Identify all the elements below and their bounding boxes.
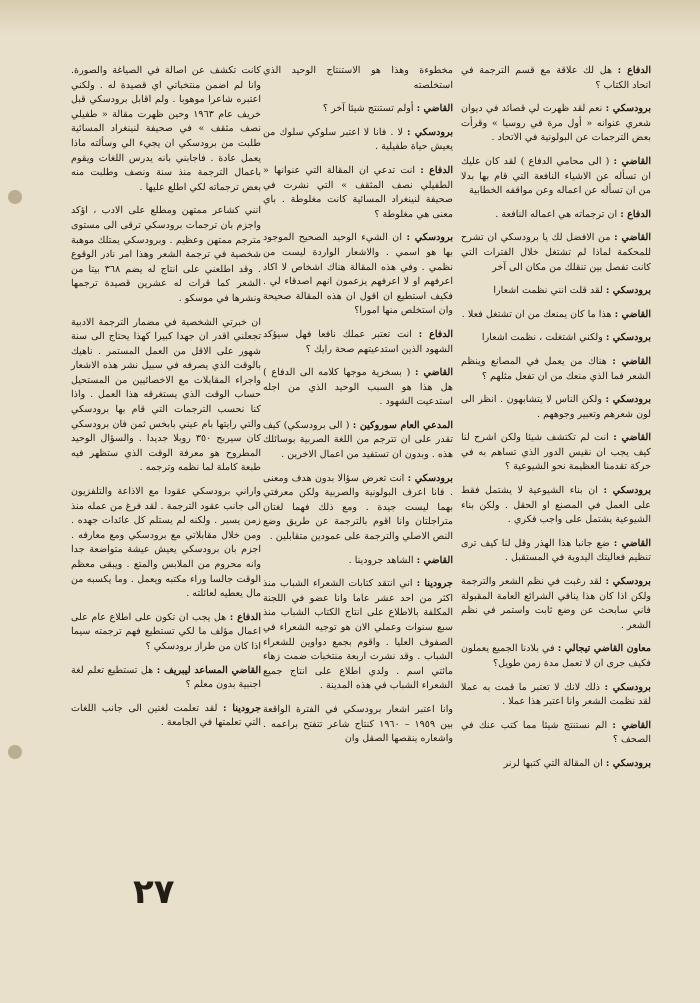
paragraph-text: هل يجب ان تكون على اطلاع عام على اعمال مؤلف ما لكي تستطيع فهم ترجمته سيما اذا كان من طراز برودسكي ؟ [71, 611, 261, 652]
paragraph-text: مخطوءة وهذا هو الاستنتاج الوحيد الذي استخلصته [263, 65, 453, 91]
paragraph [71, 204, 261, 306]
speaker-label: القاضي : [416, 554, 453, 566]
speaker-label: جرودينا : [223, 702, 262, 714]
speaker-label: برودسكي : [605, 757, 651, 769]
paragraph [263, 577, 453, 694]
column-right [461, 64, 651, 781]
speaker-label: القاضي : [416, 103, 453, 115]
paragraph-text: ان خبرتي الشخصية في مضمار الترجمة الادبية تجعلني اقدر ان جهدا كبيرا كهذا يحتاج الى سنة شهور على الاقل من العمل المستمر . ناهيك بالوقت الذي يصرفه في سبيل نشر هذه الاشعار واجراء المقابلات مع الاخصائيين من المستحيل حساب الوقت الذي يستغرقه هذا العمل . واذا كنا نحسب الترجمات التي قام بها برودسكي والتي رايتها بام عيني بابخس ثمن فان برودسكي كان سيربح ٣٥٠ روبلا جديدا . والسؤال الوحيد المطروح هو معرفة الوقت الذي ستظهر فيه طبعة كاملة لما نظمه وترجمه . [71, 316, 261, 474]
paragraph [71, 664, 261, 693]
speaker-label: القاضي : [415, 367, 453, 379]
paragraph-text: انت تدعي ان المقالة التي عنوانها « الطفيلي نصف المثقف » التي نشرت في صحيفة لنينغراد المسائية كانت مغلوطة . باي معنى هي مغلوطة ؟ [263, 164, 453, 220]
paragraph-text: ( بسخرية موجها كلامه الى الدفاع ) هل هذا هو السبب الوحيد الذي من اجله استدعيت الشهود . [263, 367, 453, 408]
paragraph [461, 102, 651, 146]
paragraph-text: ضع جانبا هذا الهذر وقل لنا كيف ترى تنظيم فعاليتك اليدوية في المستقبل . [461, 537, 651, 564]
paragraph [461, 537, 651, 566]
paragraph [461, 308, 651, 323]
paragraph [263, 126, 453, 155]
paragraph-text: في بلادنا الجميع يعملون فكيف جرى ان لا تعمل مدة زمن طويل؟ [461, 643, 651, 669]
paragraph-text: لقد تعلمت لغتين الى جانب اللغات التي تعلمتها في الجامعة . [71, 702, 261, 729]
speaker-label: القاضي : [613, 432, 651, 444]
speaker-label: القاضي : [614, 232, 652, 244]
paragraph [263, 231, 453, 319]
paragraph-text: هل تستطيع تعلم لغة اجنبية بدون معلم ؟ [71, 664, 261, 691]
paragraph [461, 231, 651, 275]
speaker-label: الدفاع : [418, 328, 453, 340]
paragraph-text: هل لك علاقة مع قسم الترجمة في اتحاد الكتاب ؟ [461, 65, 651, 91]
paragraph-text: ان الشيء الوحيد الصحيح الموجود بها هو اسمي . والاشعار الواردة ليست من نظمي . وفي هذه المقالة هناك اشخاص لا اكاد اعرفهم او لا اعرفهم يزعمون انهم اصدقاء لي . فكيف استطيع ان اقول ان هذه المقالة صحيحة وان استخلص منها امورا؟ [263, 232, 453, 317]
paragraph-text: لقد رغبت في نظم الشعر والترجمة ولكن اذا كان هذا ينافي الشرائع العامة المقبولة فاني سابحث عن وضع ثابت واستمر في نظم الشعر . [461, 576, 651, 631]
paragraph [263, 703, 453, 747]
paragraph [461, 284, 651, 299]
column-middle [263, 64, 453, 756]
paragraph [263, 366, 453, 410]
speaker-label: الدفاع : [420, 164, 453, 176]
binding-hole [8, 745, 22, 759]
paragraph [263, 328, 453, 357]
paragraph [461, 431, 651, 475]
speaker-label: برودسكي : [605, 394, 651, 406]
paragraph-text: انت تعرض سؤالا بدون هدف ومعنى . فانا اعرف البولونية والصربية ولكن معرفتي بهما ليست جيدة . ومع ذلك فهما لغتان متراجلتان وانا اقوم بالترجمة عن طريق وضع النص الاصلي والترجمة على عمودين متقابلين . [263, 472, 453, 543]
paragraph [461, 208, 651, 223]
paragraph [461, 331, 651, 346]
speaker-label: القاضي : [613, 537, 651, 549]
paragraph-text: كانت تكشف عن اصالة في الصياغة والصورة. وانا لم اضمن منتخباتي اي قصيدة له . ولكني اعتبره شاعرا موهوبا . ولم اقابل برودسكي قبل خريف عام ١٩٦٣ وحين ظهرت مقالة « طفيلي نصف مثقف » في صحيفة لنينغراد المسائية طلبت من برودسكي ان يجيء الي وسألته ماذا يعمل عادة . فاجابني بانه يدرس اللغات ويقوم باعمال الترجمة منذ سنة ونصف وطلبت منه بعض ترجماته لكي اطلع عليها . [71, 65, 261, 193]
paragraph [461, 757, 651, 772]
paragraph-text: من الافضل لك يا برودسكي ان تشرح للمحكمة لماذا لم تشتغل خلال الفترات التي كانت تفصل بين تنقلك من مكان الى آخر [461, 232, 651, 273]
speaker-label: برودسكي : [605, 103, 651, 115]
paragraph [263, 64, 453, 93]
speaker-label: الدفاع : [229, 611, 261, 623]
speaker-label: القاضي : [612, 355, 651, 367]
paragraph [71, 485, 261, 602]
paragraph [71, 702, 261, 731]
paragraph-text: واراني برودسكي عقودا مع الاذاعة والتلفزيون الى جانب عقود الترجمة . لقد فرغ من عمله منذ زمن يسير . ولكنه لم يستلم كل عائدات جهده . ومن خلال مقابلاتي مع برودسكي ومع معارفه . اجزم بان برودسكي يعيش عيشة متواضعة جدا وانه محروم من الملابس والمتع . ويبقى معظم الوقت جالسا وراء مكتبه ويعمل . وما يكسبه من مال يعطيه لعائلته . [71, 486, 261, 600]
speaker-label: برودسكي : [603, 485, 651, 497]
paragraph-text: ذلك لانك لا تعتبر ما قمت به عملا لقد نظمت الشعر وانا اعتبر هذا عملا . [461, 681, 651, 708]
binding-hole [8, 190, 22, 204]
speaker-label: برودسكي : [605, 332, 651, 344]
paragraph [461, 642, 651, 671]
paragraph [263, 419, 453, 463]
speaker-label: برودسكي : [605, 576, 651, 588]
paragraph-text: الشاهد جرودينا . [348, 554, 414, 566]
paragraph-text: ان بناء الشيوعية لا يشتمل فقط على العمل في المصنع او الحقل . ولكن بناء الشيوعية يشتمل على واجب فكري . [461, 485, 651, 526]
paragraph-text: انت لم تكتشف شيئا ولكن اشرح لنا كيف يجب ان نقيس الدور الذي تساهم به في حركة تقدمنا العظيمة نحو الشيوعية ؟ [461, 432, 651, 473]
speaker-label: برودسكي : [407, 472, 453, 484]
speaker-label: برودسكي : [604, 681, 651, 693]
speaker-label: القاضي : [614, 308, 651, 320]
speaker-label: القاضي : [613, 155, 651, 167]
paragraph-text: ان المقالة التي كتبها لرنر [503, 757, 603, 769]
speaker-label: برودسكي : [406, 126, 453, 138]
paragraph [461, 355, 651, 384]
paragraph [461, 155, 651, 199]
column-left [71, 64, 261, 740]
paragraph [71, 611, 261, 655]
paragraph-text: وانا اعتبر اشعار برودسكي في الفترة الواقعة بين ١٩٥٩ – ١٩٦٠ كنتاج شاعر تتفتح براعمه . واشعاره ينقصها الصقل وان [263, 703, 453, 745]
speaker-label: القاضي : [612, 719, 651, 731]
paragraph-text: لا . فانا لا اعتبر سلوكي سلوك من يعيش حياة طفيلية . [263, 126, 453, 153]
paragraph-text: هذا ما كان يمنعك من ان تشتغل فعلا . [461, 308, 612, 320]
paragraph-text: ولكني اشتغلت ، نظمت اشعارا [481, 332, 603, 344]
page-number: ٢٧ [133, 872, 175, 912]
paragraph [461, 575, 651, 633]
paragraph [461, 484, 651, 528]
paragraph-text: ان ترجماته هي اعماله النافعة . [495, 208, 618, 220]
speaker-label: برودسكي : [406, 232, 453, 244]
paragraph-text: ( الى برودسكي) كيف تقدر على ان تترجم من اللغة الصربية بوسائلك هذه . وبدون ان تستفيد من اعمال الاخرين . [263, 419, 453, 461]
speaker-label: الدفاع : [617, 65, 651, 76]
paragraph [461, 64, 651, 93]
paragraph [71, 64, 261, 195]
speaker-label: برودسكي : [605, 285, 651, 297]
speaker-label: الدفاع : [620, 208, 651, 220]
paragraph [263, 472, 453, 545]
paragraph-text: نعم لقد ظهرت لي قصائد في ديوان شعري عنوانه « أول مرة في روسيا » وقرأت بعض الترجمات عن البولونية في الاتحاد . [461, 103, 651, 144]
paragraph-text: ( الى محامي الدفاع ) لقد كان عليك ان تسأله عن الاشياء النافعة التي قام بها بدلا من ان تسأله عن اعماله وعن مواقفه الخطابية [461, 155, 651, 197]
paragraph [461, 681, 651, 710]
paragraph-text: أولم تستنتج شيئا آخر ؟ [322, 103, 414, 115]
paragraph-text: ولكن الناس لا يتشابهون . انظر الى لون شعرهم وتعبير وجوههم . [461, 394, 651, 420]
paragraph [461, 393, 651, 422]
paragraph [263, 102, 453, 117]
paragraph [461, 719, 651, 748]
speaker-label: القاضي المساعد ليبريف : [156, 664, 261, 676]
speaker-label: المدعي العام سوروكين : [352, 419, 453, 431]
paragraph-text: لقد قلت انني نظمت اشعارا [493, 285, 603, 297]
paragraph [71, 316, 261, 477]
paragraph-text: انني كشاعر ممتهن ومطلع على الادب ، اؤكد واجزم بان ترجمات برودسكي ترقى الى مستوى مترجم ممتهن وعظيم . وبرودسكي يمتلك موهبة شخصية في ترجمة الشعر وهذا امر نادر الوقوع . وقد اطلعني على انتاج له يضم ٣٦٨ بيتا من الشعر كما قرات له عشرين قصيدة ترجمها ونشرها في موسكو . [71, 205, 261, 304]
paragraph-text: الم نستنتج شيئا مما كتب عنك في الصحف ؟ [461, 719, 651, 746]
paragraph-text: هناك من يعمل في المصانع وينظم الشعر فما الذي منعك من ان تفعل مثلهم ؟ [461, 355, 651, 382]
paragraph-text: اني انتقد كتابات الشعراء الشباب منذ اكثر من احد عشر عاما وانا عضو في اللجنة المكلفة بالاطلاع على انتاج الكتاب الشباب منذ سبع سنوات وعملي الان هو توجيه الشعراء في الصفوف العليا . واقوم بجمع دواوين للشعراء الشباب . وقد نشرت اربعة منتخبات ضمت زهاء مائتي اسم . ولدي اطلاع على انتاج جميع الشعراء الشباب في هذه المدينة . [263, 578, 453, 692]
speaker-label: جرودينا : [416, 578, 453, 590]
paragraph [263, 554, 453, 569]
speaker-label: معاون القاضي تيجالي : [557, 643, 651, 655]
paragraph [263, 164, 453, 222]
paragraph-text: انت تعتبر عملك نافعا فهل سيؤكد الشهود الذين استدعيتهم صحة رايك ؟ [263, 328, 453, 355]
